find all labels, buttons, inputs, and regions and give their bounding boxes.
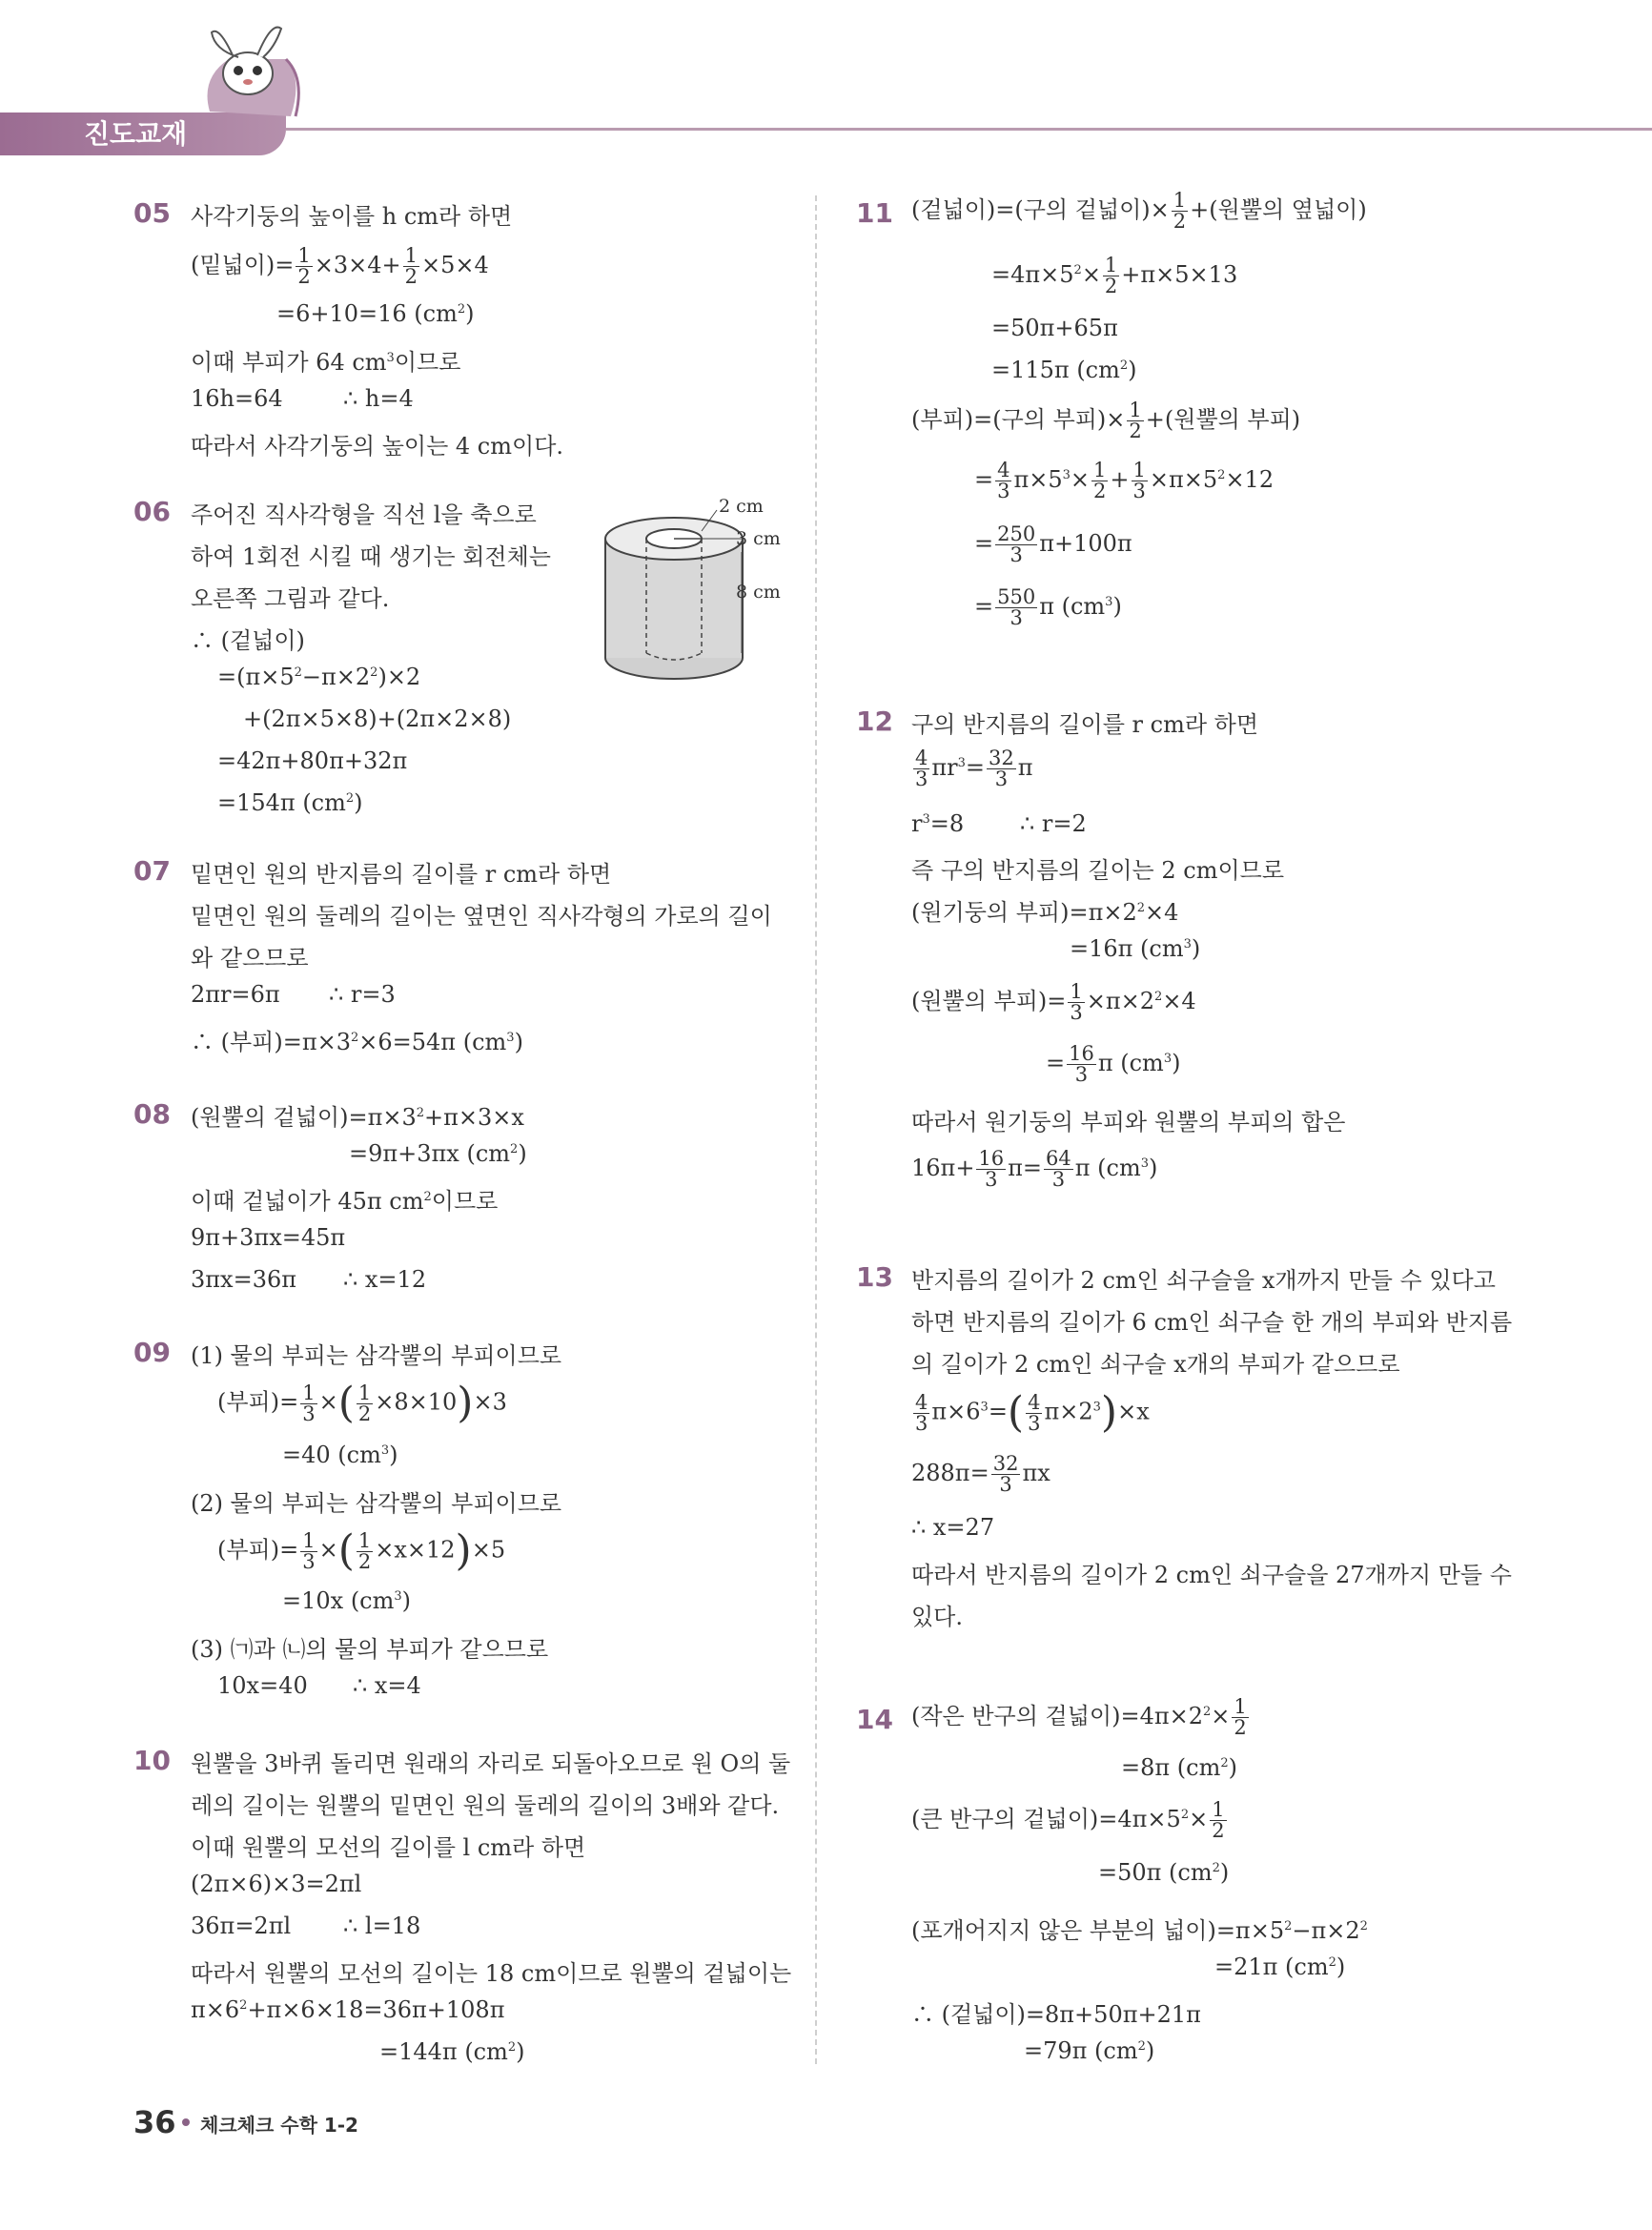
problem-number-06: 06 [133, 496, 171, 527]
p11-line6: = $\frac{4}{3}$ $\pi\times 5^3\times$ $\frac{1}{2}$ + $\frac{1}{3}$ $\times\pi\times 5^2\times 12$ [974, 459, 1275, 502]
p09-line8: 10x=40 [217, 1672, 308, 1699]
p13-line2: 하면 반지름의 길이가 6 cm인 쇠구슬 한 개의 부피와 반지름 [911, 1309, 1513, 1336]
p10-line2: 레의 길이는 원뿔의 밑면인 원의 둘레의 길이의 3배와 같다. [191, 1792, 780, 1819]
p13-line4: $\frac{4}{3}$ $\pi\times 6^3=$( $\frac{4}{3}$ $\pi\times 2^3)\times x$ [915, 1388, 1150, 1437]
p06-line7: =42π+80π+32π [217, 747, 408, 774]
p07-line4b: ∴ r=3 [329, 981, 396, 1008]
p12-line10: 16π+ $\frac{16}{3}$ π= $\frac{64}{3}$ π $(cm^3)$ [911, 1147, 1158, 1191]
p14-line3: (큰 반구의 겉넓이)$=4\pi\times 5^2\times$ $\frac{1}{2}$ [911, 1798, 1225, 1842]
p11-line7: = $\frac{250}{3}$ π+100π [974, 522, 1132, 566]
p12-line3b: ∴ r=2 [1020, 810, 1087, 837]
p05-line3: =6+10=16 $(cm^2)$ [276, 300, 475, 327]
problem-number-14: 14 [856, 1704, 893, 1735]
p06-line5: $=(\pi\times 5^2-\pi\times 2^2)\times 2$ [217, 664, 421, 690]
p07-line1: 밑면인 원의 반지름의 길이를 r cm라 하면 [191, 861, 612, 888]
p14-line6: =21π $(cm^2)$ [1214, 1954, 1346, 1980]
p09-line1: (1) 물의 부피는 삼각뿔의 부피이므로 [191, 1342, 562, 1369]
header-rule [286, 128, 1652, 131]
p10-line1: 원뿔을 3바퀴 돌리면 원래의 자리로 되돌아오므로 원 O의 둘 [191, 1750, 791, 1777]
p10-line3: 이때 원뿔의 모선의 길이를 l cm라 하면 [191, 1834, 586, 1861]
p09-line8b: ∴ x=4 [353, 1672, 421, 1699]
p10-line5b: ∴ l=18 [343, 1913, 421, 1939]
page-number: 36 [133, 2104, 176, 2140]
p14-line4: =50π $(cm^2)$ [1098, 1859, 1230, 1886]
p12-line8: = $\frac{16}{3}$ π $(cm^3)$ [1046, 1042, 1181, 1086]
p07-line4: 2πr=6π [191, 981, 280, 1008]
problem-number-10: 10 [133, 1745, 171, 1776]
p11-line1: (겉넓이)=(구의 겉넓이)× $\frac{1}{2}$ +(원뿔의 옆넓이) [911, 189, 1367, 233]
p06-line4: ∴ (겉넓이) [191, 627, 305, 654]
p06-line1: 주어진 직사각형을 직선 l을 축으로 [191, 501, 537, 528]
p08-line3: 이때 겉넓이가 45π $cm^2$이므로 [191, 1188, 499, 1215]
p14-line1: (작은 반구의 겉넓이)$=4\pi\times 2^2\times$ $\frac{1}{2}$ [911, 1695, 1247, 1739]
p14-line5: (포개어지지 않은 부분의 넓이)$=\pi\times 5^2-\pi\times 2^2$ [911, 1917, 1368, 1944]
p09-line2: (부피)= $\frac{1}{3}$ ×( $\frac{1}{2}$ ×8×10)×3 [217, 1379, 507, 1427]
p10-line5: 36π=2πl [191, 1913, 292, 1939]
p11-line3: =50π+65π [991, 315, 1118, 341]
p08-line5: 3πx=36π [191, 1266, 296, 1293]
p12-line1: 구의 반지름의 길이를 r cm라 하면 [911, 711, 1259, 738]
p07-line2: 밑면인 원의 둘레의 길이는 옆면인 직사각형의 가로의 길이 [191, 903, 772, 930]
p13-line1: 반지름의 길이가 2 cm인 쇠구슬을 x개까지 만들 수 있다고 [911, 1267, 1496, 1294]
p07-line3: 와 같으므로 [191, 945, 309, 972]
p05-line1: 사각기둥의 높이를 h cm라 하면 [191, 203, 513, 230]
problem-number-07: 07 [133, 855, 171, 887]
p10-line6: 따라서 원뿔의 모선의 길이는 18 cm이므로 원뿔의 겉넓이는 [191, 1960, 792, 1987]
column-divider [815, 195, 817, 2064]
p12-line3: $r^3=8$ [911, 810, 965, 837]
p10-line4: (2π×6)×3=2πl [191, 1871, 362, 1897]
p11-line8: = $\frac{550}{3}$ π $(cm^3)$ [974, 585, 1122, 629]
p05-line4: 이때 부피가 64 $cm^3$이므로 [191, 349, 461, 376]
p11-line4: =115π $(cm^2)$ [991, 357, 1137, 383]
p13-line8: 있다. [911, 1604, 963, 1630]
p06-line6: +(2π×5×8)+(2π×2×8) [243, 706, 512, 732]
p05-line5b: ∴ h=4 [343, 385, 414, 412]
footer-bullet [182, 2118, 190, 2126]
header-label: 진도교재 [84, 118, 188, 150]
p14-line7: ∴ (겉넓이)=8π+50π+21π [911, 2001, 1201, 2028]
fig-label-8cm: 8 cm [736, 582, 781, 603]
p12-line7: (원뿔의 부피)= $\frac{1}{3}$ $\times\pi\times 2^2\times 4$ [911, 980, 1196, 1024]
fig-label-2cm: 2 cm [719, 496, 764, 517]
book-title: 체크체크 수학 1-2 [200, 2114, 358, 2137]
p09-line3: =40 $(cm^3)$ [282, 1442, 398, 1468]
p13-line6: ∴ x=27 [911, 1514, 995, 1541]
p12-line6: =16π $(cm^3)$ [1070, 935, 1201, 962]
problem-number-05: 05 [133, 197, 171, 229]
p08-line4: 9π+3πx=45π [191, 1224, 346, 1251]
p13-line3: 의 길이가 2 cm인 쇠구슬 x개의 부피가 같으므로 [911, 1351, 1400, 1378]
fig-label-3cm: 3 cm [736, 528, 781, 549]
problem-number-09: 09 [133, 1337, 171, 1368]
p12-line5: (원기둥의 부피)$=\pi\times 2^2\times 4$ [911, 899, 1179, 926]
p13-line5: 288π= $\frac{32}{3}$ πx [911, 1452, 1050, 1496]
p05-line6: 따라서 사각기둥의 높이는 4 cm이다. [191, 433, 564, 460]
p06-line2: 하여 1회전 시킬 때 생기는 회전체는 [191, 543, 551, 570]
problem-number-13: 13 [856, 1261, 893, 1293]
p12-line4: 즉 구의 반지름의 길이는 2 cm이므로 [911, 857, 1285, 884]
p06-line8: =154π $(cm^2)$ [217, 789, 363, 816]
p10-line7: $\pi\times 6^2+\pi\times 6\times 18=36\pi+108\pi$ [191, 1996, 505, 2023]
p14-line8: =79π $(cm^2)$ [1024, 2037, 1155, 2064]
cylinder-figure [583, 491, 803, 691]
p12-line9: 따라서 원기둥의 부피와 원뿔의 부피의 합은 [911, 1109, 1346, 1135]
p10-line8: =144π $(cm^2)$ [379, 2038, 525, 2065]
p08-line5b: ∴ x=12 [343, 1266, 427, 1293]
p05-line5: 16h=64 [191, 385, 283, 412]
p13-line7: 따라서 반지름의 길이가 2 cm인 쇠구슬을 27개까지 만들 수 [911, 1562, 1512, 1588]
p09-line4: (2) 물의 부피는 삼각뿔의 부피이므로 [191, 1490, 562, 1517]
p05-line2: (밑넓이)= $\frac{1}{2}$ ×3×4+ $\frac{1}{2}$ ×5×4 [191, 244, 489, 288]
p11-line2: $=4\pi\times 5^2\times$ $\frac{1}{2}$ +π×5×13 [991, 254, 1238, 297]
p12-line2: $\frac{4}{3}$ $\pi r^3=$ $\frac{32}{3}$ π [915, 747, 1033, 790]
problem-number-12: 12 [856, 706, 893, 737]
p08-line1: (원뿔의 겉넓이)$=\pi\times 3^2+\pi\times 3\times x$ [191, 1104, 524, 1131]
p09-line5: (부피)= $\frac{1}{3}$ ×( $\frac{1}{2}$ ×x×12)×5 [217, 1526, 506, 1575]
p09-line6: =10x $(cm^3)$ [282, 1587, 412, 1614]
p07-line5: ∴ (부피)$=\pi\times 3^2\times 6=54\pi$ $(cm^3)$ [191, 1029, 523, 1055]
p06-line3: 오른쪽 그림과 같다. [191, 585, 390, 612]
p08-line2: =9π+3πx $(cm^2)$ [349, 1140, 527, 1167]
problem-number-11: 11 [856, 197, 893, 229]
problem-number-08: 08 [133, 1098, 171, 1130]
rabbit-mascot-icon [191, 21, 305, 126]
p09-line7: (3) ㈀과 ㈁의 물의 부피가 같으므로 [191, 1636, 549, 1663]
p14-line2: =8π $(cm^2)$ [1121, 1754, 1237, 1781]
p11-line5: (부피)=(구의 부피)× $\frac{1}{2}$ +(원뿔의 부피) [911, 399, 1301, 442]
